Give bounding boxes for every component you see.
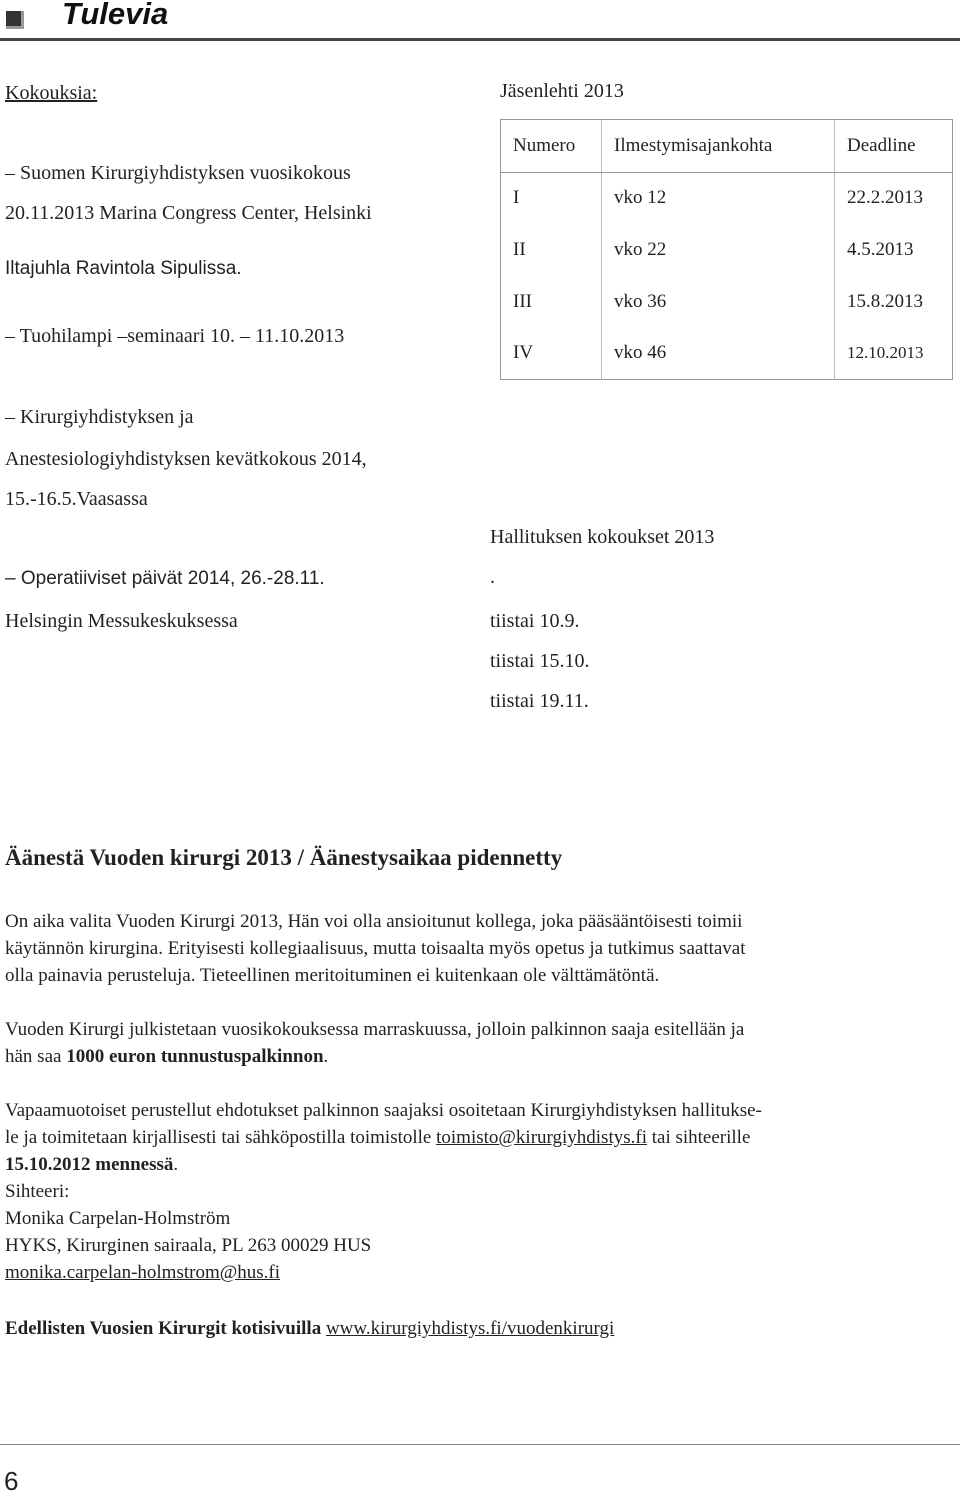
table-header-cell: Ilmestymisajankohta: [602, 120, 835, 173]
table-cell: 22.2.2013: [847, 187, 923, 209]
vote-paragraph-3-line-3: [5, 1151, 178, 1178]
section-title: Tulevia: [62, 0, 169, 31]
text: le ja toimitetaan kirjallisesti tai sähköpostilla toimistolle: [5, 1127, 437, 1148]
secretary-label: Sihteeri:: [5, 1181, 70, 1202]
table-cell: I: [501, 172, 602, 224]
text: .: [323, 1046, 329, 1067]
meeting-1-line-3: Iltajuhla Ravintola Sipulissa.: [5, 258, 242, 279]
meeting-3-line-2: Anestesiologiyhdistyksen kevätkokous 2014,: [5, 448, 367, 470]
board-meeting-date: tiistai 10.9.: [490, 610, 580, 632]
jasenlehti-table: [500, 119, 953, 380]
table-cell: 4.5.2013: [847, 238, 914, 260]
table-row: [501, 327, 953, 379]
header-rule: [0, 38, 960, 41]
text: tai sihteerille: [646, 1127, 751, 1148]
table-cell: vko 46: [602, 327, 835, 379]
table-cell: 12.10.2013: [847, 343, 924, 363]
meeting-2: – Tuohilampi –seminaari 10. – 11.10.2013: [5, 325, 345, 347]
vote-paragraph-2-line-2: [5, 1043, 328, 1070]
table-cell: 15.8.2013: [847, 290, 923, 312]
meeting-3-line-3: 15.-16.5.Vaasassa: [5, 488, 148, 510]
meeting-1-line-1: – Suomen Kirurgiyhdistyksen vuosikokous: [5, 162, 351, 184]
meeting-4-line-2: Helsingin Messukeskuksessa: [5, 610, 238, 632]
page-number: 6: [4, 1466, 19, 1496]
table-header-cell: Numero: [501, 120, 602, 173]
footer-rule: [0, 1444, 960, 1445]
jasenlehti-title: Jäsenlehti 2013: [500, 80, 624, 102]
board-meetings-title: Hallituksen kokoukset 2013: [490, 526, 715, 548]
header-square-icon: [6, 11, 24, 29]
prize-amount: 1000 euron tunnustuspalkinnon: [66, 1046, 324, 1067]
vote-paragraph-3-line-1: Vapaamuotoiset perustellut ehdotukset palkinnon saajaksi osoitetaan Kirurgiyhdistyksen hallitukse-: [5, 1100, 762, 1121]
secretary-address: HYKS, Kirurginen sairaala, PL 263 00029 HUS: [5, 1235, 372, 1256]
previous-winners-label: Edellisten Vuosien Kirurgit kotisivuilla: [5, 1318, 326, 1339]
meeting-4-line-1: – Operatiiviset päivät 2014, 26.-28.11.: [5, 568, 325, 589]
previous-winners-line: [5, 1315, 614, 1342]
vote-heading: Äänestä Vuoden kirurgi 2013 / Äänestysaikaa pidennetty: [5, 845, 563, 870]
board-meeting-date: tiistai 19.11.: [490, 690, 589, 712]
secretary-name: Monika Carpelan-Holmström: [5, 1208, 231, 1229]
table-cell: vko 36: [602, 276, 835, 328]
vote-paragraph-1-line-2: käytännön kirurgina. Erityisesti kollegiaalisuus, mutta toisaalta myös opetus ja tutkimus saattavat: [5, 938, 746, 959]
table-header-row: [501, 120, 953, 173]
meetings-heading: Kokouksia:: [5, 82, 98, 104]
office-email-link[interactable]: toimisto@kirurgiyhdistys.fi: [436, 1127, 647, 1148]
vote-paragraph-3-line-2: [5, 1124, 750, 1151]
table-cell: IV: [501, 327, 602, 379]
vote-paragraph-1-line-1: On aika valita Vuoden Kirurgi 2013, Hän voi olla ansioitunut kollega, joka pääsääntöisesti toimii: [5, 911, 743, 932]
text: .: [173, 1154, 179, 1175]
deadline-date: 15.10.2012 mennessä: [5, 1154, 174, 1175]
table-cell: vko 22: [602, 224, 835, 276]
table-row: [501, 172, 953, 224]
table-row: [501, 224, 953, 276]
vote-paragraph-1-line-3: olla painavia perusteluja. Tieteellinen meritoituminen ei kuitenkaan ole välttämätöntä.: [5, 965, 660, 986]
board-meetings-dot: .: [490, 566, 495, 588]
table-cell: vko 12: [602, 172, 835, 224]
board-meeting-date: tiistai 15.10.: [490, 650, 590, 672]
table-header-cell: Deadline: [835, 120, 953, 173]
text: hän saa: [5, 1046, 67, 1067]
table-cell: III: [501, 276, 602, 328]
vote-paragraph-2-line-1: Vuoden Kirurgi julkistetaan vuosikokouksessa marraskuussa, jolloin palkinnon saaja esitellään ja: [5, 1019, 745, 1040]
secretary-email-link[interactable]: monika.carpelan-holmstrom@hus.fi: [5, 1262, 280, 1283]
meeting-1-line-2: 20.11.2013 Marina Congress Center, Helsinki: [5, 202, 372, 224]
previous-winners-link[interactable]: www.kirurgiyhdistys.fi/vuodenkirurgi: [325, 1318, 615, 1339]
table-row: [501, 276, 953, 328]
meeting-3-line-1: – Kirurgiyhdistyksen ja: [5, 406, 194, 428]
table-cell: II: [501, 224, 602, 276]
